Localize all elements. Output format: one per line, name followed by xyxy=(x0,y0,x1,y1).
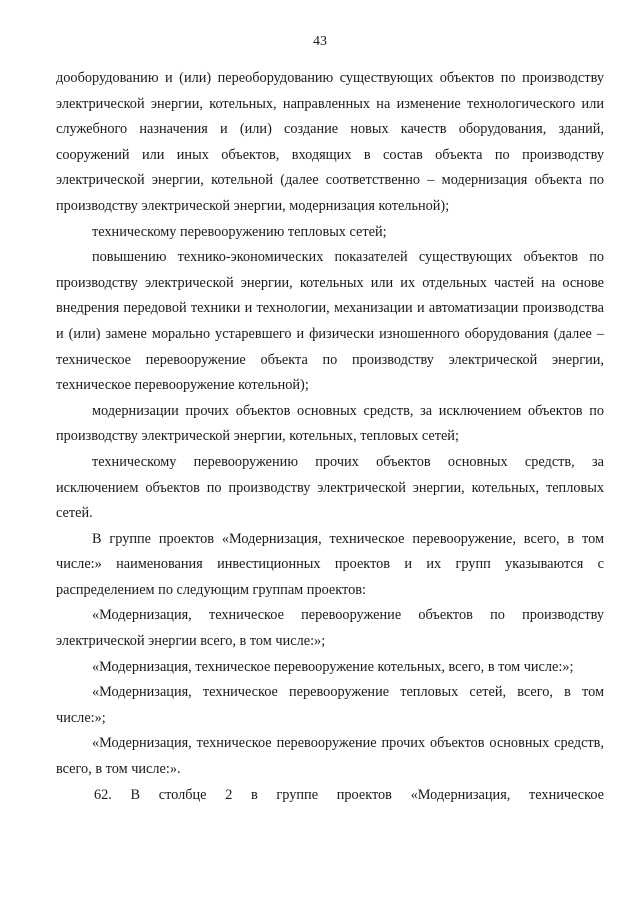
paragraph-modernization-definition: дооборудованию и (или) переоборудованию существующих объектов по производству электрической энергии, котельных, направленных на изменение технологического или служебного назначения и (или) создание новых качеств оборудования, зданий, сооружений или иных объектов, входящих в состав объекта по производству электрической энергии, котельной (далее соответственно – модернизация объекта по производству электрической энергии, модернизация котельной); xyxy=(56,70,604,214)
paragraph-group-boiler-houses: «Модернизация, техническое перевооружение котельных, всего, в том числе:»; xyxy=(92,658,574,675)
paragraph-item-62: 62. В столбце 2 в группе проектов «Модернизация, техническое xyxy=(94,786,604,803)
paragraph-other-assets-reequipment: техническому перевооружению прочих объектов основных средств, за исключением объектов по производству электрической энергии, котельных, тепловых сетей. xyxy=(56,453,604,522)
paragraph-group-heat-networks: «Модернизация, техническое перевооружение тепловых сетей, всего, в том числе:»; xyxy=(56,684,604,726)
paragraph-project-group-distribution: В группе проектов «Модернизация, техническое перевооружение, всего, в том числе:» наименования инвестиционных проектов и их групп указываются с распределением по следующим группам проектов: xyxy=(56,530,604,598)
document-body xyxy=(56,66,604,808)
paragraph-technical-reequipment-definition: повышению технико-экономических показателей существующих объектов по производству электрической энергии, котельных или их отдельных частей на основе внедрения передовой техники и технологии, механизации и автоматизации производства и (или) замене морально устаревшего и физически изношенного оборудования (далее – техническое перевооружение объекта по производству электрической энергии, техническое перевооружение котельной); xyxy=(56,249,604,394)
paragraph-heat-networks-reequipment: техническому перевооружению тепловых сетей; xyxy=(92,223,387,240)
page-number: 43 xyxy=(313,34,327,49)
paragraph-group-other-assets: «Модернизация, техническое перевооружение прочих объектов основных средств, всего, в том числе:». xyxy=(56,735,604,778)
paragraph-group-power-objects: «Модернизация, техническое перевооружение объектов по производству электрической энергии всего, в том числе:»; xyxy=(56,607,604,650)
paragraph-other-assets-modernization: модернизации прочих объектов основных средств, за исключением объектов по производству электрической энергии, котельных, тепловых сетей; xyxy=(56,402,604,445)
